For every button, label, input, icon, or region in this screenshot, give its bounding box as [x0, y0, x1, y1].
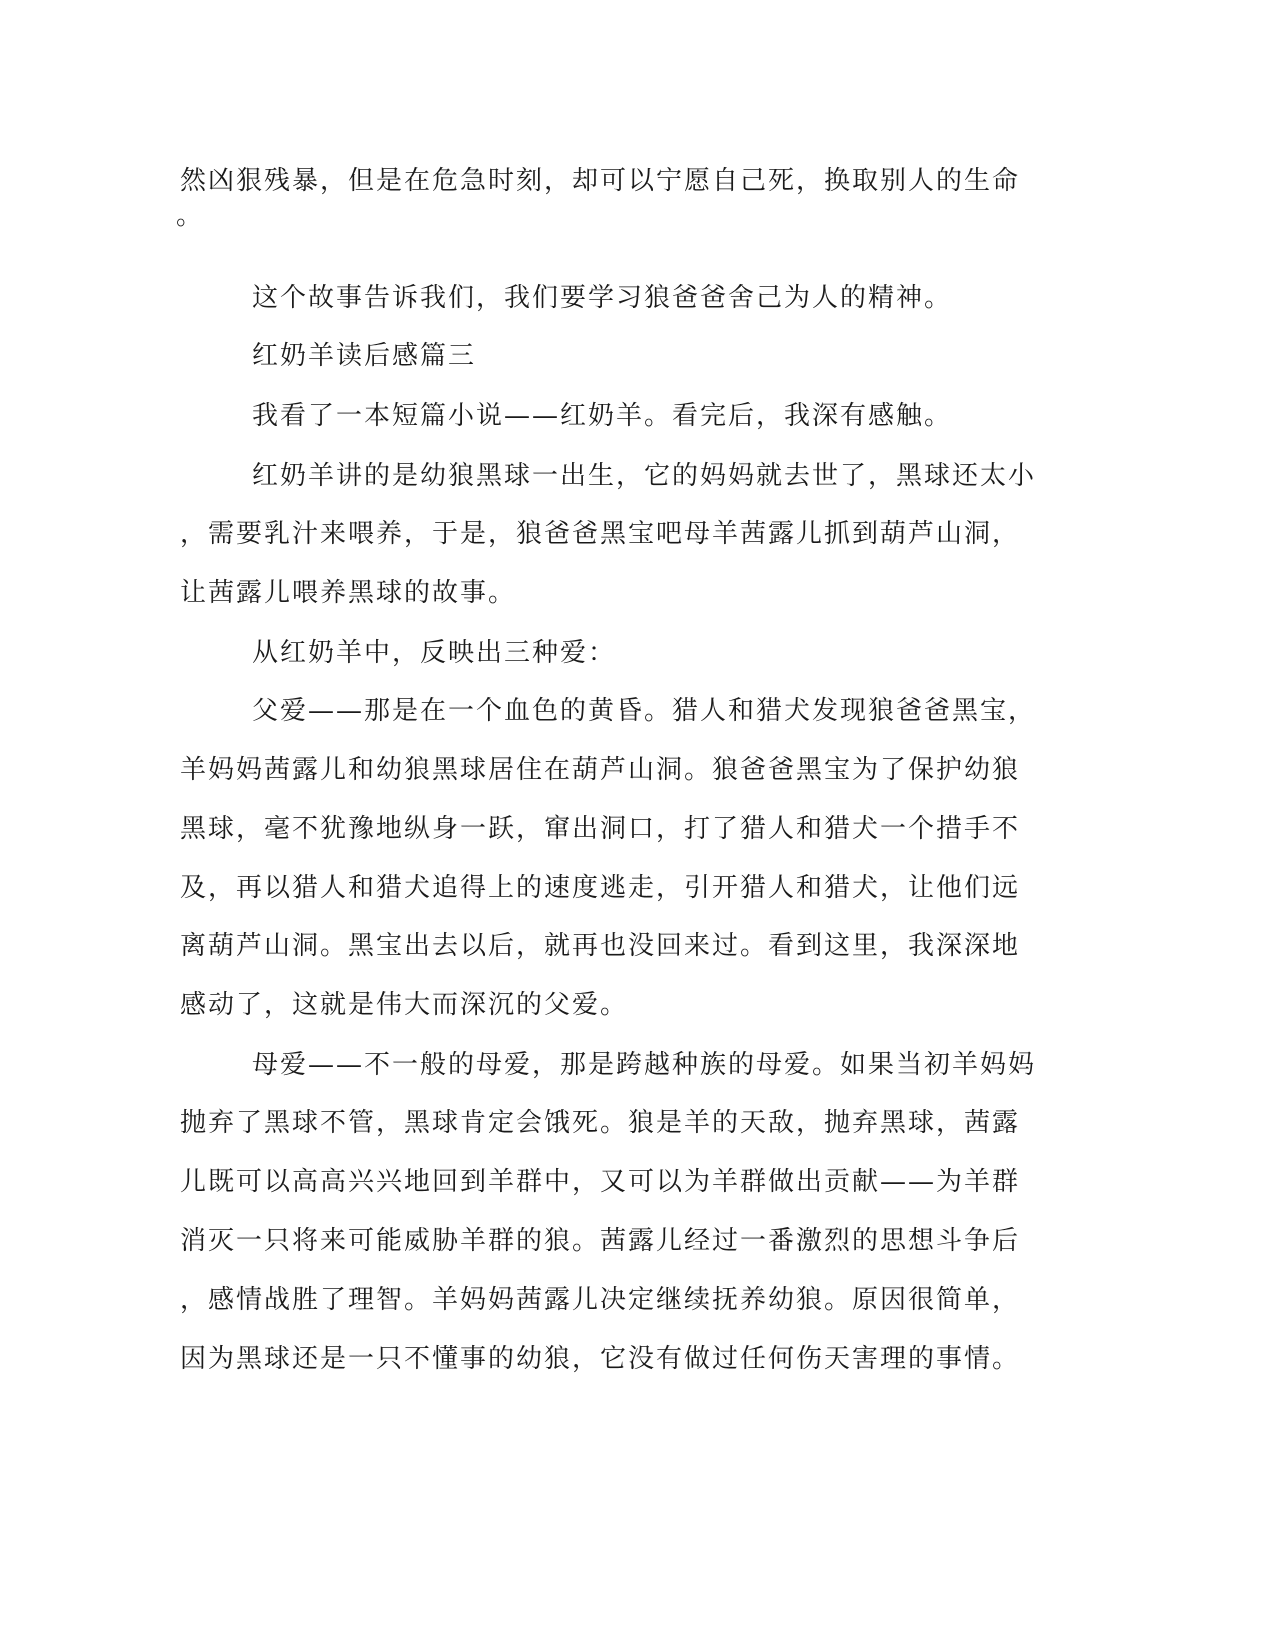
text-line: 离葫芦山洞。黑宝出去以后，就再也没回来过。看到这里，我深深地	[180, 931, 1021, 961]
text-line: 父爱——那是在一个血色的黄昏。猎人和猎犬发现狼爸爸黑宝，	[252, 696, 1037, 726]
text-line: 我看了一本短篇小说——红奶羊。看完后，我深有感触。	[252, 401, 953, 431]
text-line: ，需要乳汁来喂养，于是，狼爸爸黑宝吧母羊茜露儿抓到葫芦山洞，	[180, 519, 1021, 549]
text-line: 让茜露儿喂养黑球的故事。	[180, 578, 517, 608]
text-line: 抛弃了黑球不管，黑球肯定会饿死。狼是羊的天敌，抛弃黑球，茜露	[180, 1108, 1021, 1138]
text-line: ，感情战胜了理智。羊妈妈茜露儿决定继续抚养幼狼。原因很简单，	[180, 1285, 1021, 1315]
text-line: 羊妈妈茜露儿和幼狼黑球居住在葫芦山洞。狼爸爸黑宝为了保护幼狼	[180, 755, 1021, 785]
text-line: 母爱——不一般的母爱，那是跨越种族的母爱。如果当初羊妈妈	[252, 1050, 1037, 1080]
section-heading: 红奶羊读后感篇三	[252, 341, 477, 371]
text-line: 儿既可以高高兴兴地回到羊群中，又可以为羊群做出贡献——为羊群	[180, 1167, 1021, 1197]
text-line: 从红奶羊中，反映出三种爱：	[252, 638, 617, 668]
text-line: 这个故事告诉我们，我们要学习狼爸爸舍己为人的精神。	[252, 283, 953, 313]
text-line: 。	[176, 201, 205, 231]
text-line: 感动了，这就是伟大而深沉的父爱。	[180, 990, 629, 1020]
text-line: 及，再以猎人和猎犬追得上的速度逃走，引开猎人和猎犬，让他们远	[180, 873, 1021, 903]
text-line: 消灭一只将来可能威胁羊群的狼。茜露儿经过一番激烈的思想斗争后	[180, 1226, 1021, 1256]
text-line: 红奶羊讲的是幼狼黑球一出生，它的妈妈就去世了，黑球还太小	[252, 461, 1037, 491]
text-line: 黑球，毫不犹豫地纵身一跃，窜出洞口，打了猎人和猎犬一个措手不	[180, 814, 1021, 844]
text-line: 然凶狠残暴，但是在危急时刻，却可以宁愿自己死，换取别人的生命	[180, 166, 1021, 196]
text-line: 因为黑球还是一只不懂事的幼狼，它没有做过任何伤天害理的事情。	[180, 1344, 1021, 1374]
